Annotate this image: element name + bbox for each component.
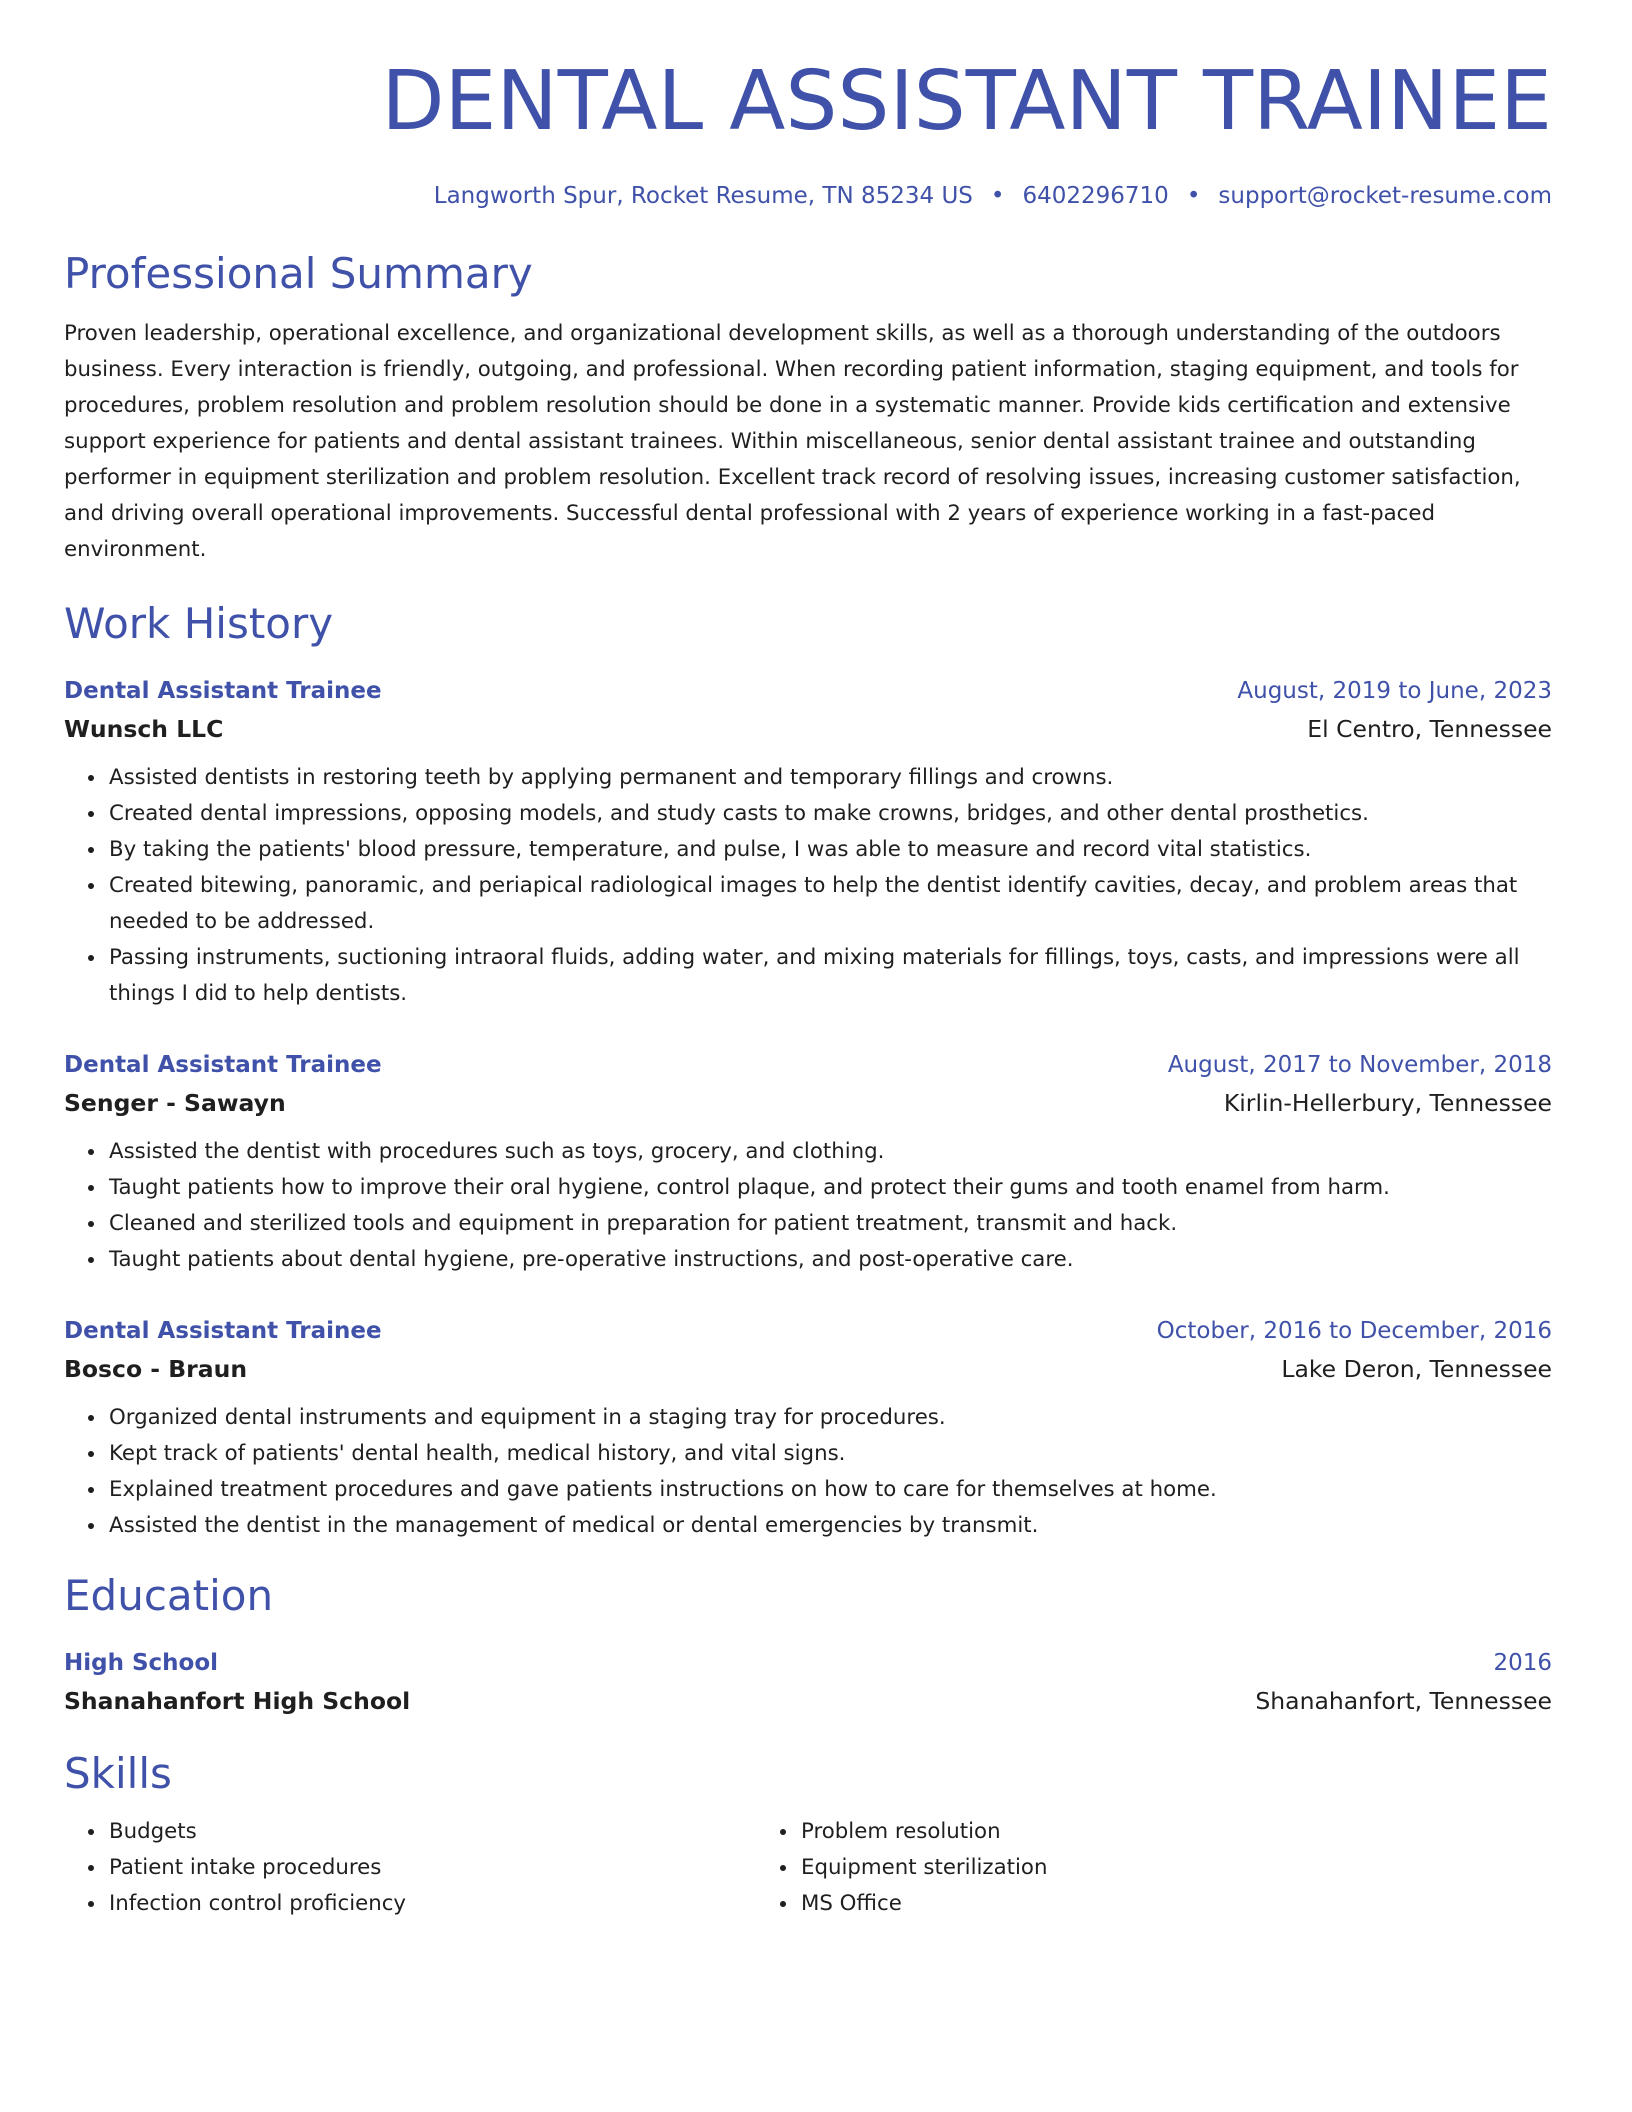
job-title: Dental Assistant Trainee (64, 1052, 382, 1078)
job-entry (64, 1312, 1552, 1544)
education-school: Shanahanfort High School (64, 1687, 411, 1715)
education-heading: Education (64, 1571, 274, 1620)
skill-item: • Patient intake procedures (107, 1850, 756, 1886)
job-location: El Centro, Tennessee (1307, 715, 1552, 743)
summary-text: Proven leadership, operational excellence, and organizational development skills, as well as a thorough understanding of the outdoors business. Every interaction is friendly, outgoing, and professional. When recording patient information, staging equipment, and tools for procedures, problem resolution and problem resolution should be done in a systematic manner. Provide kids certification and extensive support experience for patients and dental assistant trainees. Within miscellaneous, senior dental assistant trainee and outstanding performer in equipment sterilization and problem resolution. Excellent track record of resolving issues, increasing customer satisfaction, and driving overall operational improvements. Successful dental professional with 2 years of experience working in a fast-paced environment. (64, 321, 1521, 562)
contact-email: support@rocket-resume.com (1218, 183, 1552, 209)
job-company: Bosco - Braun (64, 1355, 248, 1383)
contact-separator: • (990, 183, 1005, 209)
skills-column-right (756, 1814, 1448, 1922)
summary-heading: Professional Summary (64, 249, 533, 298)
work-history-heading: Work History (64, 599, 334, 648)
contact-address: Langworth Spur, Rocket Resume, TN 85234 US (433, 183, 973, 209)
education-entry (64, 1644, 1552, 1720)
education-year: 2016 (1493, 1650, 1552, 1676)
skills-column-left (64, 1814, 756, 1922)
skill-item: • Budgets (107, 1814, 756, 1850)
job-duty-item: • Organized dental instruments and equipment in a staging tray for procedures. (107, 1400, 1552, 1436)
job-company: Wunsch LLC (64, 715, 224, 743)
education-location: Shanahanfort, Tennessee (1255, 1687, 1552, 1715)
job-duty-item: • Assisted dentists in restoring teeth by applying permanent and temporary fillings and crowns. (107, 760, 1552, 796)
job-title: Dental Assistant Trainee (64, 1318, 382, 1344)
education-degree: High School (64, 1650, 219, 1676)
job-duty-item: • Kept track of patients' dental health, medical history, and vital signs. (107, 1436, 1552, 1472)
skills-list (64, 1814, 1552, 1922)
job-location: Lake Deron, Tennessee (1281, 1355, 1552, 1383)
skill-item: • MS Office (799, 1886, 1448, 1922)
job-duty-item: • Taught patients how to improve their oral hygiene, control plaque, and protect their gums and tooth enamel from harm. (107, 1170, 1552, 1206)
job-duty-item: • Cleaned and sterilized tools and equipment in preparation for patient treatment, transmit and hack. (107, 1206, 1552, 1242)
contact-line (64, 180, 1552, 212)
job-location: Kirlin-Hellerbury, Tennessee (1223, 1089, 1552, 1117)
job-duties (64, 1134, 1552, 1278)
skill-item: • Equipment sterilization (799, 1850, 1448, 1886)
job-entry (64, 1046, 1552, 1278)
skill-item: • Problem resolution (799, 1814, 1448, 1850)
job-duties (64, 1400, 1552, 1544)
job-company: Senger - Sawayn (64, 1089, 286, 1117)
job-duty-item: • Passing instruments, suctioning intraoral fluids, adding water, and mixing materials for fillings, toys, casts, and impressions were all things I did to help dentists. (107, 940, 1552, 1012)
skills-heading: Skills (64, 1749, 172, 1798)
resume-page (64, 0, 1552, 1922)
job-dates: October, 2016 to December, 2016 (1156, 1318, 1552, 1344)
job-entry (64, 672, 1552, 1012)
candidate-name: DENTAL ASSISTANT TRAINEE (381, 54, 1552, 149)
job-duty-item: • Explained treatment procedures and gave patients instructions on how to care for themselves at home. (107, 1472, 1552, 1508)
job-duty-item: • Created bitewing, panoramic, and periapical radiological images to help the dentist identify cavities, decay, and problem areas that needed to be addressed. (107, 868, 1552, 940)
job-duty-item: • Created dental impressions, opposing models, and study casts to make crowns, bridges, and other dental prosthetics. (107, 796, 1552, 832)
job-dates: August, 2019 to June, 2023 (1237, 678, 1552, 704)
skill-item: • Infection control proficiency (107, 1886, 756, 1922)
job-duty-item: • Taught patients about dental hygiene, pre-operative instructions, and post-operative care. (107, 1242, 1552, 1278)
job-duty-item: • By taking the patients' blood pressure, temperature, and pulse, I was able to measure and record vital statistics. (107, 832, 1552, 868)
job-duties (64, 760, 1552, 1012)
job-dates: August, 2017 to November, 2018 (1167, 1052, 1552, 1078)
job-duty-item: • Assisted the dentist with procedures such as toys, grocery, and clothing. (107, 1134, 1552, 1170)
contact-separator: • (1186, 183, 1201, 209)
contact-phone: 6402296710 (1022, 183, 1169, 209)
job-duty-item: • Assisted the dentist in the management of medical or dental emergencies by transmit. (107, 1508, 1552, 1544)
job-title: Dental Assistant Trainee (64, 678, 382, 704)
resume-header (64, 0, 1552, 212)
